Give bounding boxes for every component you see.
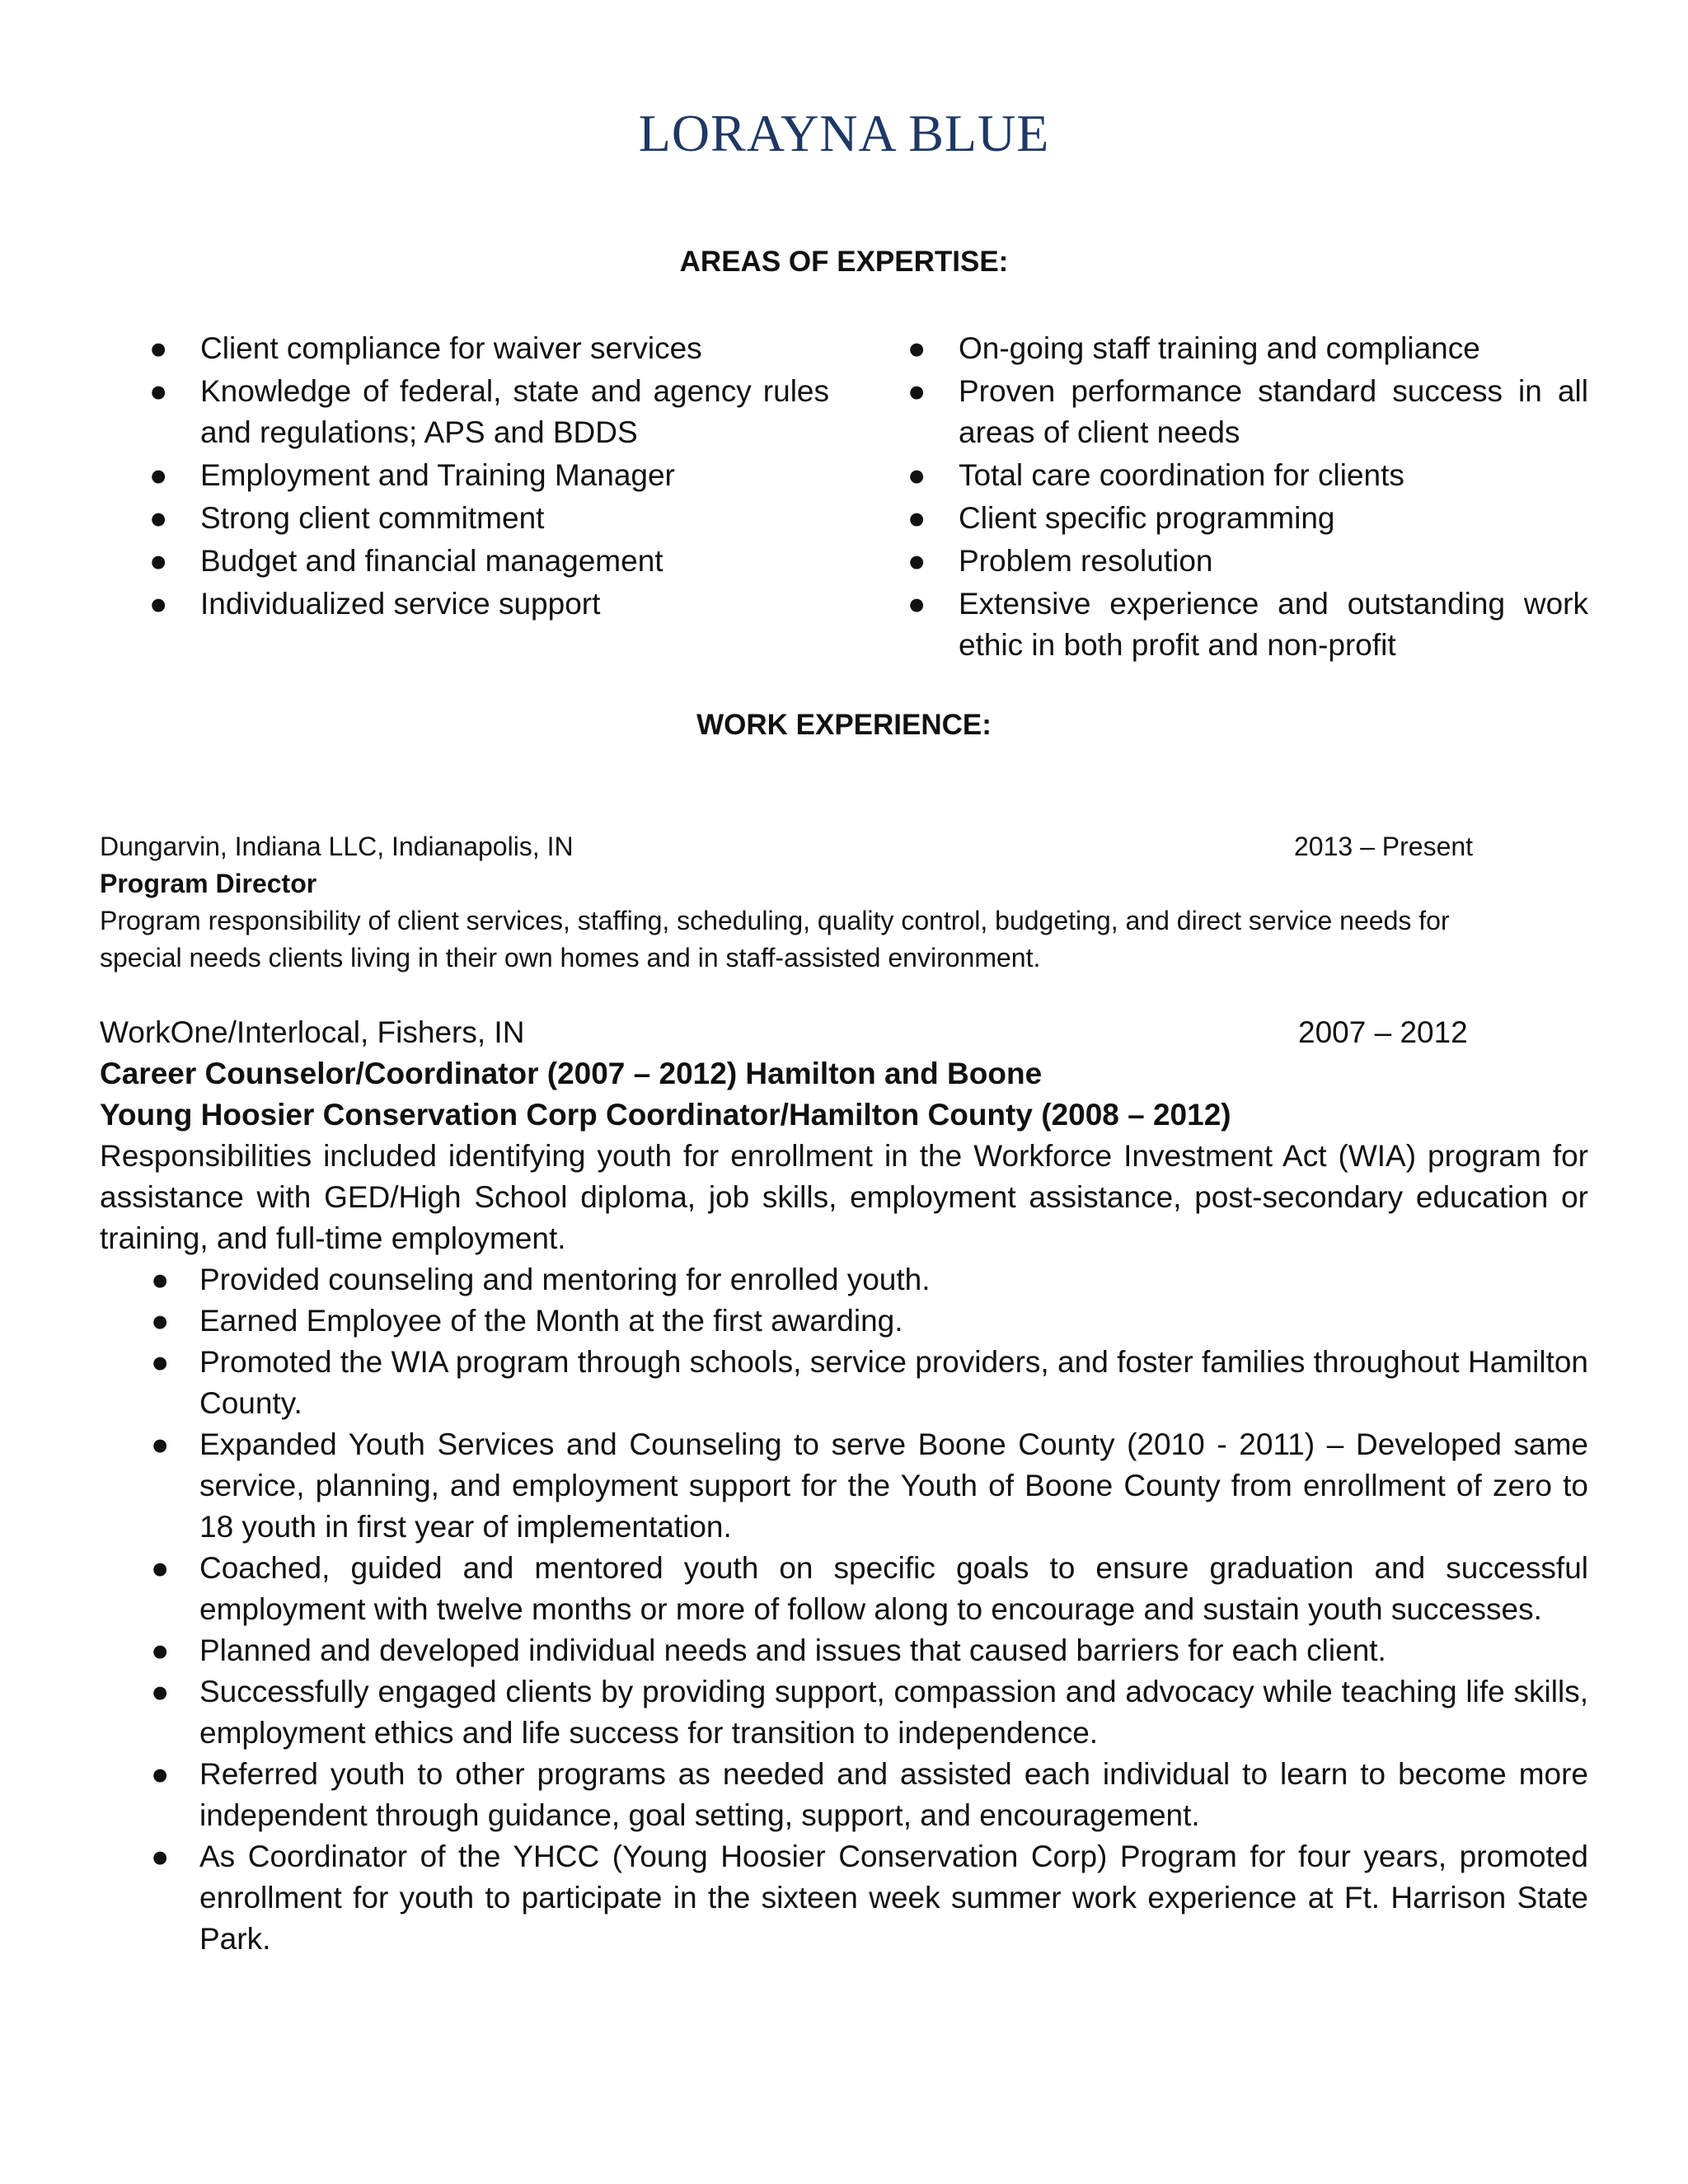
expertise-right-list <box>907 328 1588 668</box>
bullet-icon: ● <box>149 374 168 408</box>
list-item: ● Referred youth to other programs as needed and assisted each individual to learn to become more independent through guidance, goal setting, support, and encouragement. <box>100 1754 1588 1836</box>
list-item: ● Planned and developed individual needs and issues that caused barriers for each client. <box>100 1630 1588 1671</box>
job-title: Career Counselor/Coordinator (2007 – 2012) Hamilton and Boone <box>100 1057 1043 1090</box>
bullet-icon: ● <box>149 587 168 621</box>
list-item: ● Client compliance for waiver services <box>149 328 829 369</box>
expertise-left-list <box>149 328 829 626</box>
job-title-secondary: Young Hoosier Conservation Corp Coordinator/Hamilton County (2008 – 2012) <box>100 1098 1231 1132</box>
bullet-icon: ● <box>151 1263 170 1296</box>
list-item: ● Provided counseling and mentoring for enrolled youth. <box>100 1259 1588 1301</box>
bullet-icon: ● <box>149 544 168 578</box>
bullet-icon: ● <box>907 331 926 365</box>
list-item: ● Promoted the WIA program through schools, service providers, and foster families throughout Hamilton County. <box>100 1342 1588 1424</box>
job-dates: 2007 – 2012 <box>1298 1015 1468 1049</box>
bullet-icon: ● <box>151 1304 170 1338</box>
list-item: ● Expanded Youth Services and Counseling to serve Boone County (2010 - 2011) – Developed same service, planning, and employment support for the Youth of Boone County from enrollment of zero to 18 youth in first year of implementation. <box>100 1424 1588 1548</box>
candidate-name: LORAYNA BLUE <box>638 104 1050 162</box>
list-item: ● As Coordinator of the YHCC (Young Hoosier Conservation Corp) Program for four years, promoted enrollment for youth to participate in the sixteen week summer work experience at Ft. Harrison State Park. <box>100 1836 1588 1960</box>
list-item: ● Total care coordination for clients <box>907 455 1588 496</box>
bullet-icon: ● <box>151 1675 170 1708</box>
bullet-icon: ● <box>149 458 168 492</box>
employer: Dungarvin, Indiana LLC, Indianapolis, IN <box>100 832 574 861</box>
job-description: Program responsibility of client services, staffing, scheduling, quality control, budgeting, and direct service needs for special needs clients living in their own homes and in staff-assisted environment. <box>100 906 1450 972</box>
job-title: Program Director <box>100 869 317 898</box>
list-item: ● Earned Employee of the Month at the first awarding. <box>100 1301 1588 1342</box>
bullet-icon: ● <box>151 1551 170 1585</box>
expertise-heading: AREAS OF EXPERTISE: <box>679 246 1009 278</box>
bullet-icon: ● <box>149 331 168 365</box>
bullet-icon: ● <box>907 587 926 621</box>
list-item: ● Budget and financial management <box>149 541 829 582</box>
work-experience-heading: WORK EXPERIENCE: <box>696 709 992 741</box>
job-dates: 2013 – Present <box>1294 832 1474 861</box>
list-item: ● Knowledge of federal, state and agency rules and regulations; APS and BDDS <box>149 371 829 453</box>
job-entry-dungarvin <box>100 828 1534 977</box>
list-item: ● Employment and Training Manager <box>149 455 829 496</box>
job-entry-workone <box>100 1012 1588 1960</box>
job-bullets <box>100 1259 1588 1960</box>
list-item: ● Client specific programming <box>907 498 1588 539</box>
list-item: ● Extensive experience and outstanding work ethic in both profit and non-profit <box>907 583 1588 666</box>
list-item: ● Strong client commitment <box>149 498 829 539</box>
bullet-icon: ● <box>151 1427 170 1461</box>
list-item: ● Individualized service support <box>149 583 829 625</box>
bullet-icon: ● <box>907 501 926 535</box>
bullet-icon: ● <box>907 458 926 492</box>
bullet-icon: ● <box>151 1840 170 1873</box>
job-description: Responsibilities included identifying youth for enrollment in the Workforce Investment Act (WIA) program for assistance with GED/High School diploma, job skills, employment assistance, post-secondary education or training, and full-time employment. <box>100 1139 1588 1255</box>
bullet-icon: ● <box>151 1757 170 1791</box>
list-item: ● Coached, guided and mentored youth on specific goals to ensure graduation and successful employment with twelve months or more of follow along to encourage and sustain youth successes. <box>100 1548 1588 1630</box>
bullet-icon: ● <box>907 544 926 578</box>
bullet-icon: ● <box>151 1633 170 1667</box>
list-item: ● Successfully engaged clients by providing support, compassion and advocacy while teaching life skills, employment ethics and life success for transition to independence. <box>100 1671 1588 1754</box>
employer: WorkOne/Interlocal, Fishers, IN <box>100 1015 525 1049</box>
bullet-icon: ● <box>907 374 926 408</box>
bullet-icon: ● <box>151 1345 170 1379</box>
list-item: ● Problem resolution <box>907 541 1588 582</box>
bullet-icon: ● <box>149 501 168 535</box>
list-item: ● Proven performance standard success in all areas of client needs <box>907 371 1588 453</box>
list-item: ● On-going staff training and compliance <box>907 328 1588 369</box>
